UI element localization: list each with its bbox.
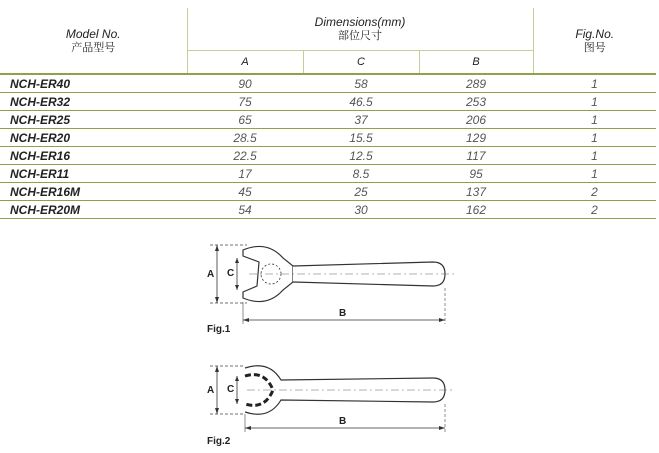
table-row <box>0 129 656 147</box>
cell-model: NCH-ER20 <box>0 129 187 147</box>
table-row <box>0 183 656 201</box>
header-dims-en: Dimensions(mm) <box>314 15 406 29</box>
header-fig-en: Fig.No. <box>575 26 615 41</box>
header-model-zh: 产品型号 <box>71 41 116 54</box>
cell-model: NCH-ER32 <box>0 93 187 111</box>
cell-fig: 1 <box>533 165 656 183</box>
cell-fig: 2 <box>533 183 656 201</box>
cell-a: 22.5 <box>187 147 303 165</box>
cell-b: 95 <box>419 165 533 183</box>
cell-c: 12.5 <box>303 147 419 165</box>
cell-fig: 1 <box>533 111 656 129</box>
cell-model: NCH-ER16M <box>0 183 187 201</box>
fig1-label-b: B <box>339 308 347 319</box>
fig1-label-a: A <box>207 269 215 280</box>
cell-model: NCH-ER20M <box>0 201 187 219</box>
table-row <box>0 111 656 129</box>
cell-c: 37 <box>303 111 419 129</box>
cell-a: 54 <box>187 201 303 219</box>
cell-fig: 1 <box>533 74 656 93</box>
cell-model: NCH-ER11 <box>0 165 187 183</box>
cell-fig: 1 <box>533 93 656 111</box>
cell-c: 15.5 <box>303 129 419 147</box>
fig2-caption: Fig.2 <box>207 436 231 447</box>
cell-b: 289 <box>419 74 533 93</box>
cell-b: 162 <box>419 201 533 219</box>
cell-a: 90 <box>187 74 303 93</box>
cell-b: 117 <box>419 147 533 165</box>
cell-model: NCH-ER40 <box>0 74 187 93</box>
table-row <box>0 147 656 165</box>
cell-a: 28.5 <box>187 129 303 147</box>
wrench-fig1-drawing <box>205 232 465 337</box>
wrench-fig2-drawing <box>205 358 465 448</box>
cell-b: 129 <box>419 129 533 147</box>
spec-table <box>0 8 656 219</box>
cell-fig: 1 <box>533 147 656 165</box>
cell-a: 17 <box>187 165 303 183</box>
fig1-label-c: C <box>227 268 235 279</box>
cell-fig: 2 <box>533 201 656 219</box>
cell-model: NCH-ER25 <box>0 111 187 129</box>
header-model <box>0 8 187 74</box>
fig2-label-a: A <box>207 385 215 396</box>
figure-2 <box>205 358 465 448</box>
cell-a: 45 <box>187 183 303 201</box>
cell-c: 58 <box>303 74 419 93</box>
table-row <box>0 165 656 183</box>
header-dims-zh: 部位尺寸 <box>338 30 382 42</box>
fig2-label-c: C <box>227 384 235 395</box>
table-row <box>0 74 656 93</box>
fig2-label-b: B <box>339 416 347 427</box>
cell-a: 65 <box>187 111 303 129</box>
fig1-caption: Fig.1 <box>207 324 231 335</box>
cell-b: 137 <box>419 183 533 201</box>
cell-b: 253 <box>419 93 533 111</box>
cell-fig: 1 <box>533 129 656 147</box>
cell-model: NCH-ER16 <box>0 147 187 165</box>
table-row <box>0 201 656 219</box>
header-dimensions <box>187 8 533 51</box>
cell-a: 75 <box>187 93 303 111</box>
cell-c: 30 <box>303 201 419 219</box>
cell-c: 8.5 <box>303 165 419 183</box>
table-row <box>0 93 656 111</box>
cell-c: 25 <box>303 183 419 201</box>
header-model-en: Model No. <box>65 26 121 41</box>
header-fig <box>533 8 656 74</box>
col-header-a: A <box>187 51 303 75</box>
header-fig-zh: 图号 <box>583 41 606 54</box>
figure-1 <box>205 232 465 337</box>
cell-c: 46.5 <box>303 93 419 111</box>
col-header-b: B <box>419 51 533 75</box>
col-header-c: C <box>303 51 419 75</box>
cell-b: 206 <box>419 111 533 129</box>
